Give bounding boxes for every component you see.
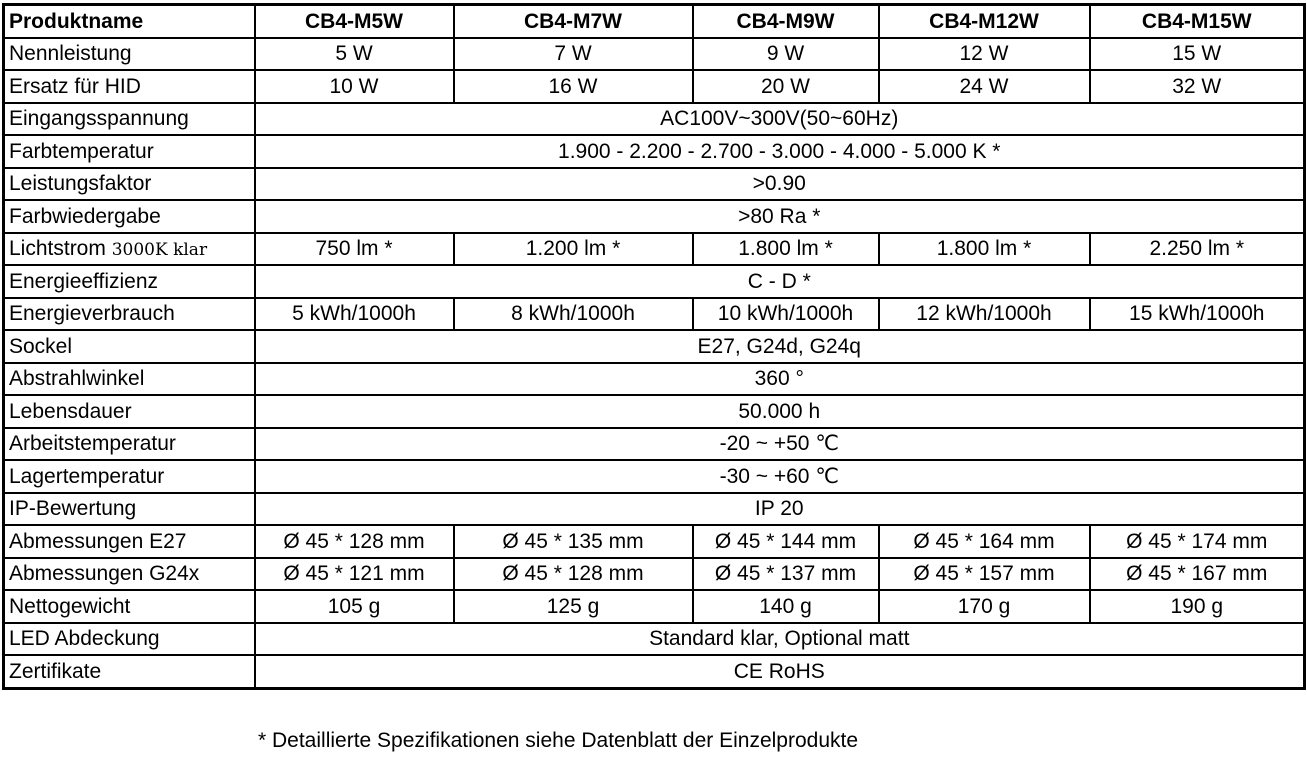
model-header: CB4-M5W	[255, 5, 454, 38]
row-label: Energieverbrauch	[4, 298, 255, 331]
row-sockel	[4, 330, 1305, 363]
cell: Ø 45 * 174 mm	[1090, 525, 1305, 558]
row-label: Leistungsfaktor	[4, 168, 255, 201]
cell: 12 W	[879, 38, 1090, 71]
cell: Ø 45 * 135 mm	[454, 525, 693, 558]
row-label: Nennleistung	[4, 38, 255, 71]
cell: 10 W	[255, 70, 454, 103]
cell: 1.200 lm *	[454, 233, 693, 266]
cell: Ø 45 * 128 mm	[454, 558, 693, 591]
row-label-text: Lichtstrom	[9, 237, 106, 261]
cell: Ø 45 * 121 mm	[255, 558, 454, 591]
row-label: Abmessungen E27	[4, 525, 255, 558]
footnote: * Detaillierte Spezifikationen siehe Datenblatt der Einzelprodukte	[258, 729, 859, 752]
cell: 190 g	[1090, 590, 1305, 623]
row-label: Eingangsspannung	[4, 103, 255, 136]
row-energieverbrauch	[4, 298, 1305, 331]
merged-cell: E27, G24d, G24q	[255, 330, 1305, 363]
merged-cell: IP 20	[255, 493, 1305, 526]
cell: 24 W	[879, 70, 1090, 103]
merged-cell: -30 ~ +60 ℃	[255, 460, 1305, 493]
cell: 170 g	[879, 590, 1090, 623]
merged-cell: C - D *	[255, 265, 1305, 298]
cell: 15 kWh/1000h	[1090, 298, 1305, 331]
cell: 8 kWh/1000h	[454, 298, 693, 331]
row-label: Energieeffizienz	[4, 265, 255, 298]
row-label	[4, 233, 255, 266]
row-label: Sockel	[4, 330, 255, 363]
row-abstrahlwinkel	[4, 363, 1305, 396]
row-led-abdeckung	[4, 623, 1305, 656]
model-header: CB4-M9W	[693, 5, 879, 38]
cell: 15 W	[1090, 38, 1305, 71]
cell: 105 g	[255, 590, 454, 623]
cell: Ø 45 * 167 mm	[1090, 558, 1305, 591]
cell: Ø 45 * 144 mm	[693, 525, 879, 558]
row-zertifikate	[4, 655, 1305, 688]
model-header: CB4-M12W	[879, 5, 1090, 38]
row-nettogewicht	[4, 590, 1305, 623]
cell: Ø 45 * 128 mm	[255, 525, 454, 558]
merged-cell: 50.000 h	[255, 395, 1305, 428]
row-abm-g24x	[4, 558, 1305, 591]
cell: 32 W	[1090, 70, 1305, 103]
model-header: CB4-M15W	[1090, 5, 1305, 38]
row-label: Zertifikate	[4, 655, 255, 688]
header-label: Produktname	[4, 5, 255, 38]
cell: 2.250 lm *	[1090, 233, 1305, 266]
row-label: Farbtemperatur	[4, 135, 255, 168]
row-ersatz	[4, 70, 1305, 103]
cell: 16 W	[454, 70, 693, 103]
row-farbtemperatur	[4, 135, 1305, 168]
row-label: Ersatz für HID	[4, 70, 255, 103]
row-abm-e27	[4, 525, 1305, 558]
row-label-suffix: 3000K klar	[111, 240, 208, 261]
cell: 7 W	[454, 38, 693, 71]
cell: 5 kWh/1000h	[255, 298, 454, 331]
cell: 1.800 lm *	[879, 233, 1090, 266]
row-energieeffizienz	[4, 265, 1305, 298]
header-row	[4, 5, 1305, 38]
merged-cell: CE RoHS	[255, 655, 1305, 688]
merged-cell: 1.900 - 2.200 - 2.700 - 3.000 - 4.000 - 5.000 K *	[255, 135, 1305, 168]
merged-cell: -20 ~ +50 ℃	[255, 428, 1305, 461]
cell: 10 kWh/1000h	[693, 298, 879, 331]
cell: 1.800 lm *	[693, 233, 879, 266]
row-label: LED Abdeckung	[4, 623, 255, 656]
row-label: Abstrahlwinkel	[4, 363, 255, 396]
row-label: Arbeitstemperatur	[4, 428, 255, 461]
row-ip	[4, 493, 1305, 526]
row-eingangsspannung	[4, 103, 1305, 136]
row-lichtstrom	[4, 233, 1305, 266]
row-lebensdauer	[4, 395, 1305, 428]
row-label: Lebensdauer	[4, 395, 255, 428]
row-lagertemperatur	[4, 460, 1305, 493]
cell: Ø 45 * 137 mm	[693, 558, 879, 591]
cell: 5 W	[255, 38, 454, 71]
row-leistungsfaktor	[4, 168, 1305, 201]
cell: 12 kWh/1000h	[879, 298, 1090, 331]
model-header: CB4-M7W	[454, 5, 693, 38]
merged-cell: >0.90	[255, 168, 1305, 201]
cell: 140 g	[693, 590, 879, 623]
cell: 9 W	[693, 38, 879, 71]
row-farbwiedergabe	[4, 200, 1305, 233]
row-label: Nettogewicht	[4, 590, 255, 623]
cell: 125 g	[454, 590, 693, 623]
cell: 750 lm *	[255, 233, 454, 266]
row-label: Abmessungen G24x	[4, 558, 255, 591]
row-arbeitstemperatur	[4, 428, 1305, 461]
merged-cell: Standard klar, Optional matt	[255, 623, 1305, 656]
merged-cell: 360 °	[255, 363, 1305, 396]
merged-cell: >80 Ra *	[255, 200, 1305, 233]
cell: Ø 45 * 157 mm	[879, 558, 1090, 591]
merged-cell: AC100V~300V(50~60Hz)	[255, 103, 1305, 136]
row-nennleistung	[4, 38, 1305, 71]
row-label: IP-Bewertung	[4, 493, 255, 526]
cell: 20 W	[693, 70, 879, 103]
row-label: Lagertemperatur	[4, 460, 255, 493]
row-label: Farbwiedergabe	[4, 200, 255, 233]
cell: Ø 45 * 164 mm	[879, 525, 1090, 558]
spec-table	[2, 3, 1306, 690]
